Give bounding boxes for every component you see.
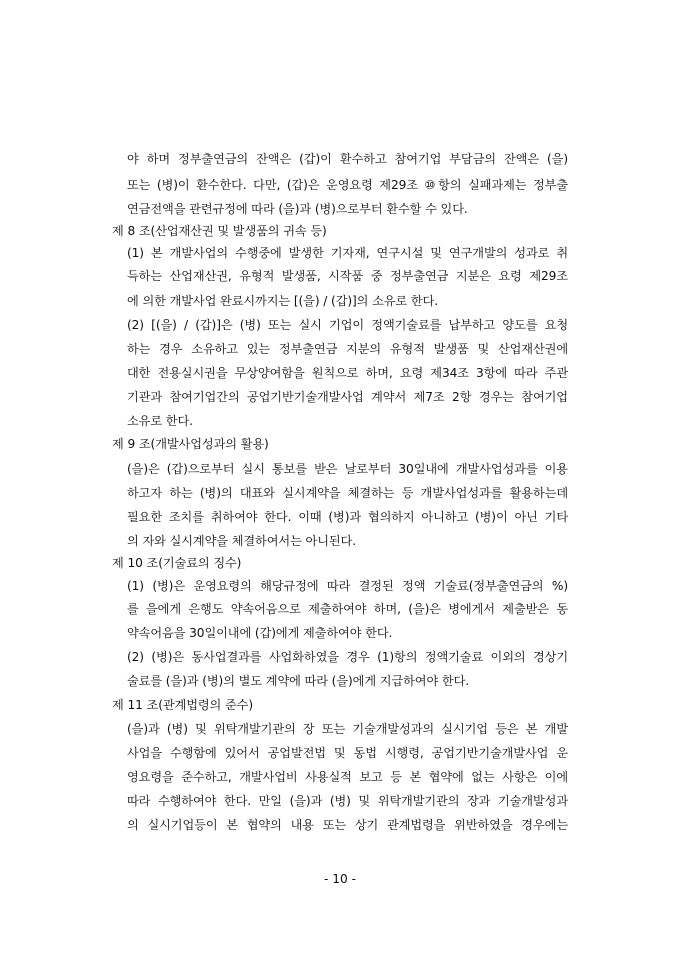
body-line: 연금전액을 관련규정에 따라 (을)과 (병)으로부터 환수할 수 있다.	[127, 202, 468, 216]
body-line: 필요한 조치를 취하여야 한다. 이때 (병)과 협의하지 아니하고 (병)이 아닌 기타	[127, 510, 568, 524]
article-heading: 제 11 조(관계법령의 준수)	[112, 698, 253, 712]
body-line: 약속어음을 30일이내에 (갑)에게 제출하여야 한다.	[127, 626, 393, 640]
body-line: 영요령을 준수하고, 개발사업비 사용실적 보고 등 본 협약에 없는 사항은 이에	[127, 770, 568, 784]
body-line: 에 의한 개발사업 완료시까지는 [(을) / (갑)]의 소유로 한다.	[127, 294, 439, 308]
page-number: - 10 -	[323, 872, 357, 886]
article-heading: 제 9 조(개발사업성과의 활용)	[112, 437, 269, 451]
body-line: 사업을 수행함에 있어서 공업발전법 및 동법 시행령, 공업기반기술개발사업 운	[127, 746, 568, 760]
body-line: 하는 경우 소유하고 있는 정부출연금 지분의 유형적 발생품 및 산업재산권에	[127, 342, 568, 356]
body-line: 의 자와 실시계약을 체결하여서는 아니된다.	[127, 534, 356, 548]
article-heading: 제 10 조(기술료의 징수)	[112, 556, 242, 570]
body-line: (을)은 (갑)으로부터 실시 통보를 받은 날로부터 30일내에 개발사업성과를 이용	[127, 462, 568, 476]
body-line: 또는 (병)이 환수한다. 다만, (갑)은 운영요령 제29조 ⑩항의 실패과제는 정부출	[127, 178, 568, 192]
body-line: 술료를 (을)과 (병)의 별도 계약에 따라 (을)에게 지급하여야 한다.	[127, 674, 470, 688]
body-line: (1) (병)은 운영요령의 해당규정에 따라 결정된 정액 기술료(정부출연금의 %)	[127, 579, 568, 593]
body-line: 하고자 하는 (병)의 대표와 실시계약을 체결하는 등 개발사업성과를 활용하는데	[127, 486, 568, 500]
body-line: (을)과 (병) 및 위탁개발기관의 장 또는 기술개발성과의 실시기업 등은 본 개발	[127, 722, 568, 736]
body-line: (2) [(을) / (갑)]은 (병) 또는 실시 기업이 정액기술료를 납부하고 양도를 요청	[127, 318, 568, 332]
body-line: 야 하며 정부출연금의 잔액은 (갑)이 환수하고 참여기업 부담금의 잔액은 (을)	[127, 152, 568, 166]
body-line: 따라 수행하여야 한다. 만일 (을)과 (병) 및 위탁개발기관의 장과 기술개발성과	[127, 794, 568, 808]
body-line: 의 실시기업등이 본 협약의 내용 또는 상기 관계법령을 위반하였을 경우에는	[127, 818, 568, 832]
body-line: 기관과 참여기업간의 공업기반기술개발사업 계약서 제7조 2항 경우는 참여기업	[127, 390, 568, 404]
body-line: 를 을에게 은행도 약속어음으로 제출하여야 하며, (을)은 병에게서 제출받은 동	[127, 602, 568, 616]
body-line: (1) 본 개발사업의 수행중에 발생한 기자재, 연구시설 및 연구개발의 성과로 취	[127, 246, 568, 260]
body-line: 득하는 산업재산권, 유형적 발생품, 시작품 중 정부출연금 지분은 요령 제29조	[127, 269, 568, 283]
body-line: 소유로 한다.	[127, 414, 193, 428]
body-line: 대한 전용실시권을 무상양여함을 원칙으로 하며, 요령 제34조 3항에 따라 주관	[127, 366, 568, 380]
article-heading: 제 8 조(산업재산권 및 발생품의 귀속 등)	[112, 224, 327, 238]
body-line: (2) (병)은 동사업결과를 사업화하였을 경우 (1)항의 정액기술료 이외의 경상기	[127, 650, 568, 664]
